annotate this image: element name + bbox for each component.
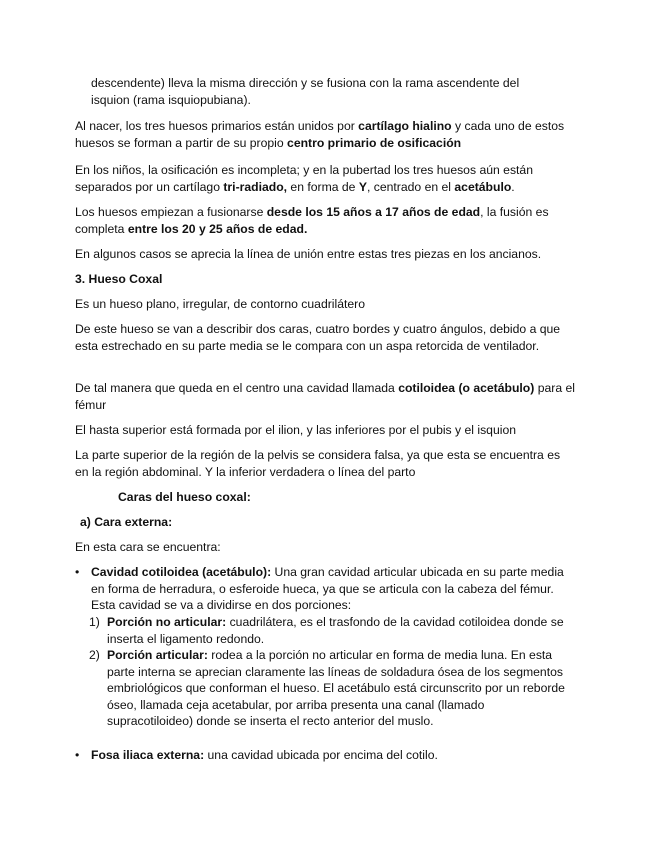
bullet-fosa-iliaca-externa — [91, 747, 566, 764]
text-run: , centrado en el — [366, 179, 455, 194]
paragraph-fusion-edad — [75, 204, 575, 237]
paragraph-hasta-superior — [75, 422, 575, 439]
list-number-2: 2) — [89, 648, 100, 662]
text-run: una cavidad ubicada por encima del cotilo. — [204, 748, 438, 762]
text-run: y cada uno de estos huesos se forman a partir de su propio — [75, 119, 565, 150]
bold-run: Fosa iliaca externa: — [91, 748, 205, 762]
bold-run: cotiloidea (o acetábulo) — [398, 381, 535, 395]
paragraph-en-esta-cara — [75, 539, 575, 556]
bullet-marker: • — [75, 748, 80, 762]
text-run: para el fémur — [75, 381, 575, 412]
paragraph-hueso-plano — [75, 296, 575, 313]
bold-run: Porción articular: — [107, 648, 208, 662]
text-run: Al nacer, los tres huesos primarios están unidos por — [75, 119, 359, 133]
bullet-cavidad-cotiloidea — [91, 564, 566, 614]
heading-hueso-coxal: 3. Hueso Coxal — [75, 272, 163, 286]
paragraph-cartilago-hialino — [75, 118, 575, 151]
bold-run: centro primario de osificación — [287, 135, 462, 150]
list-number-1: 1) — [89, 615, 100, 629]
text-run: En los niños, la osificación es incompleta; y en la pubertad los tres huesos aún están separados por un cartílago — [75, 163, 533, 194]
text-run: . — [511, 179, 515, 194]
bold-run: cartílago hialino — [358, 119, 452, 133]
paragraph-cavidad-cotiloidea — [75, 380, 575, 413]
list-item-porcion-no-articular — [107, 614, 569, 647]
text-run: en forma de — [287, 179, 359, 194]
paragraph-rama-isquiopubiana — [91, 75, 561, 108]
text-run: El hasta superior está formada por el ilion, y las inferiores por el pubis y el isquion — [75, 423, 517, 437]
text-run: Los huesos empiezan a fusionarse — [75, 205, 267, 219]
text-run: Es un hueso plano, irregular, de contorno cuadrilátero — [75, 297, 365, 311]
list-item-porcion-articular — [107, 647, 569, 730]
paragraph-caras-bordes-angulos — [75, 321, 575, 354]
text-run: , la fusión es completa — [75, 205, 549, 236]
paragraph-osificacion-ninos — [75, 162, 575, 195]
bold-run: Y — [358, 179, 367, 194]
paragraph-pelvis-falsa-verdadera — [75, 447, 575, 480]
text-run: De tal manera que queda en el centro una cavidad llamada — [75, 381, 399, 395]
bold-run: Cavidad cotiloidea (acetábulo): — [91, 565, 272, 579]
bold-run: desde los 15 años a 17 años de edad — [266, 205, 481, 219]
text-run: cuadrilátera, es el trasfondo de la cavidad cotiloidea donde se inserta el ligamento redondo. — [107, 615, 564, 646]
bold-run: Porción no articular: — [107, 615, 227, 629]
heading-cara-externa: a) Cara externa: — [80, 515, 173, 529]
bold-run: acetábulo — [454, 179, 512, 194]
text-run: Una gran cavidad articular ubicada en su parte media en forma de herradura, o esferoide hueca, ya que se articula con la cabeza del fémur. Esta cavidad se va a dividirse en dos porciones: — [91, 565, 564, 612]
heading-caras-hueso-coxal: Caras del hueso coxal: — [118, 490, 251, 504]
text-run: De este hueso se van a describir dos caras, cuatro bordes y cuatro ángulos, debido a que esta estrechado en su parte media se le compara con un aspa retorcida de ventilador. — [75, 322, 561, 353]
paragraph-linea-union-ancianos — [75, 246, 575, 263]
bold-run: tri-radiado, — [223, 179, 288, 194]
bold-run: entre los 20 y 25 años de edad. — [127, 221, 308, 236]
text-run: descendente) lleva la misma dirección y se fusiona con la rama ascendente del isquion (rama isquiopubiana). — [91, 76, 520, 107]
bullet-marker: • — [75, 565, 80, 579]
text-run: En esta cara se encuentra: — [75, 540, 221, 554]
text-run: rodea a la porción no articular en forma de media luna. En esta parte interna se aprecian claramente las líneas de soldadura ósea de los segmentos embriológicos que conforman el hueso. El acetábulo está circunscrito por un reborde óseo, llamada ceja acetabular, por arriba presenta una canal (llamado supracotiloideo) donde se inserta el recto anterior del muslo. — [107, 648, 565, 728]
text-run: La parte superior de la región de la pelvis se considera falsa, ya que esta se encuentra es en la región abdominal. Y la inferior verdadera o línea del parto — [75, 448, 561, 479]
text-run: En algunos casos se aprecia la línea de unión entre estas tres piezas en los ancianos. — [75, 247, 542, 261]
